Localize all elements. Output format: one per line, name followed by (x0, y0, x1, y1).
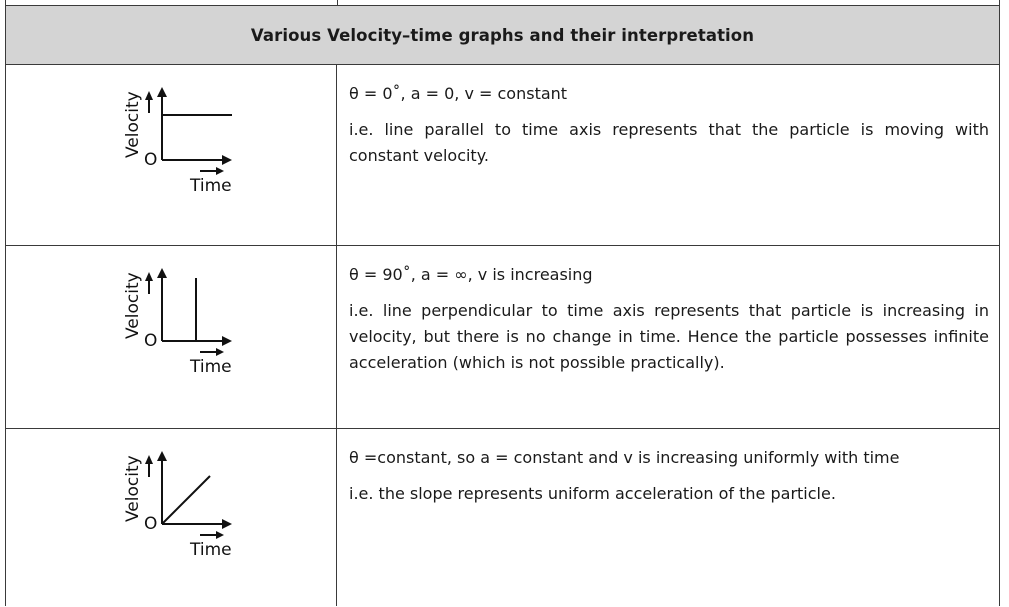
formula-text: θ =constant, so a = constant and v is increasing uniformly with time (349, 448, 900, 467)
text-cell (338, 246, 999, 428)
y-label-arrow-icon (145, 91, 153, 100)
graph-diagonal-line (106, 447, 246, 607)
origin-label: O (144, 331, 158, 351)
x-label-arrow-icon (216, 167, 224, 175)
y-axis-arrow-icon (157, 451, 167, 461)
table-row (6, 246, 999, 429)
x-axis-label: Time (190, 357, 232, 377)
y-axis-label: Velocity (123, 91, 143, 158)
table-row (6, 429, 999, 606)
y-label-arrow-icon (145, 455, 153, 464)
x-axis-label: Time (190, 540, 232, 560)
formula-text: θ = 0˚, a = 0, v = constant (349, 84, 568, 103)
table-title: Various Velocity–time graphs and their interpretation (250, 25, 755, 45)
y-axis-label: Velocity (123, 455, 143, 522)
graph-cell (6, 65, 337, 245)
x-axis-arrow-icon (222, 155, 232, 165)
y-label-arrow-icon (145, 272, 153, 281)
table-row (6, 65, 999, 246)
y-axis-label: Velocity (123, 272, 143, 339)
text-cell (338, 65, 999, 245)
y-axis-arrow-icon (157, 87, 167, 97)
interpretation-text: i.e. line perpendicular to time axis represents that particle is increasing in velocity, but there is no change in time. Hence the particle possesses infinite acceleration (which is not possible practically). (349, 301, 989, 372)
y-axis-arrow-icon (157, 268, 167, 278)
formula-text: θ = 90˚, a = ∞, v is increasing (349, 265, 593, 284)
x-label-arrow-icon (216, 531, 224, 539)
interpretation-text: i.e. the slope represents uniform acceleration of the particle. (349, 484, 836, 503)
x-label-arrow-icon (216, 348, 224, 356)
graph-vertical-line (106, 264, 246, 424)
origin-label: O (144, 150, 158, 170)
origin-label: O (144, 514, 158, 534)
x-axis-arrow-icon (222, 519, 232, 529)
table-header (6, 6, 999, 65)
x-axis-label: Time (190, 176, 232, 196)
velocity-time-table (5, 0, 1000, 606)
text-cell (338, 429, 999, 606)
graph-cell (6, 246, 337, 428)
graph-cell (6, 429, 337, 606)
plot-line (162, 476, 210, 524)
graph-horizontal-line (106, 83, 246, 243)
x-axis-arrow-icon (222, 336, 232, 346)
interpretation-text: i.e. line parallel to time axis represents that the particle is moving with constant velocity. (349, 120, 989, 165)
